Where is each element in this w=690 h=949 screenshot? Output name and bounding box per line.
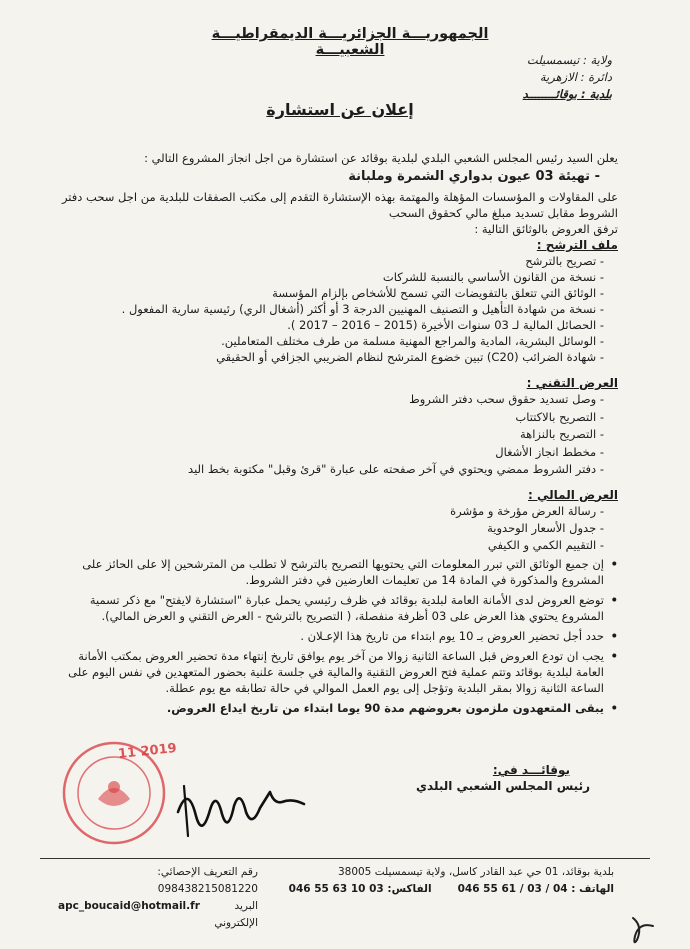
wilaya-line: ولاية : تيسمسيلت <box>526 53 612 67</box>
financial-list <box>58 503 604 554</box>
footer-phone: الهاتف : 04 / 03 / 61 55 046 <box>457 883 614 895</box>
administration-block <box>412 52 612 103</box>
list-item: - التصريح بالاكتتاب <box>58 409 604 427</box>
note-item: • إن جميع الوثائق التي تبرر المعلومات التي يحتويها التصريح بالترشح لا تطلب من المترشحين إلا على الحائز على المشروع والمذكورة في المادة 14 من تعليمات العارضين في دفتر الشروط. <box>58 556 618 588</box>
candidature-heading: ملف الترشح : <box>536 238 618 252</box>
notes-list <box>58 556 618 716</box>
technical-heading: العرض التقني : <box>526 376 618 390</box>
handwritten-mark-icon <box>623 912 663 946</box>
stamp-date: 11 2019 <box>117 740 178 763</box>
list-item: - الوسائل البشرية، المادية والمراجع المهنية مسلمة من طرف مختلف المتعاملين. <box>58 333 604 349</box>
footer-fax: الفاكس: 03 10 63 55 046 <box>288 883 432 895</box>
technical-list <box>58 391 604 479</box>
signature-title: رئيس المجلس الشعبي البلدي <box>416 779 590 793</box>
footer-email-label: البريد الإلكتروني <box>214 900 258 929</box>
note-item: • حدد أجل تحضير العروض بـ 10 يوم ابتداء من تاريخ هذا الإعـلان . <box>58 628 618 644</box>
footer-contact-left <box>58 864 258 932</box>
footer-stat-id: رقم التعريف الإحصائي: 098438215081220 <box>157 866 258 895</box>
document-title: إعلان عن استشارة <box>266 100 414 119</box>
note-item: • توضع العروض لدى الأمانة العامة لبلدية بوقائد في ظرف رئيسي يحمل عبارة "استشارة لايفتح" مع ذكر تسمية المشروع يحتوي هذا العرض على 03 أظرفة منفصلة، ( التصريح بالترشح - العرض التقني و العرض المالي). <box>58 592 618 624</box>
project-name: - تهيئة 03 عيون بدواري الشمرة وملبانة <box>348 169 600 184</box>
attached-docs-line: ترفق العروض بالوثائق التالية : <box>474 222 618 236</box>
list-item: - جدول الأسعار الوحدوية <box>58 520 604 537</box>
note-item: • يجب ان تودع العروض قبل الساعة الثانية زوالا من آخر يوم يوافق تاريخ إنتهاء مدة تحضير العروض بمكتب الأمانة العامة لبلدية بوقائد وتتم عملية فتح العروض التقنية والمالية في جلسة علنية بحضور المتعهدين في نفس اليوم على الساعة الثانية زوالا بمقر البلدية وتؤجل إلى يوم العمل الموالي في حالة تطابقه مع يوم عطلة. <box>58 648 618 696</box>
footer-address: بلدية بوقائد، 01 حي عبد القادر كاسل، ولاية تيسمسيلت 38005 <box>337 866 614 878</box>
note-item: • يبقى المتعهدون ملزمون بعروضهم مدة 90 يوما ابتداء من تاريخ ايداع العروض. <box>58 700 618 716</box>
announcement-body <box>58 150 618 720</box>
list-item: - دفتر الشروط ممضي ويحتوي في آخر صفحته على عبارة "قرئ وقبل" مكتوبة بخط اليد <box>58 461 604 479</box>
invitation-paragraph: على المقاولات و المؤسسات المؤهلة والمهتمة بهذه الإستشارة التقدم إلى مكتب الصفقات للبلدية من اجل سحب دفتر الشروط مقابل تسديد مبلغ مالي كحقوق السحب <box>61 190 618 220</box>
list-item: - التصريح بالنزاهة <box>58 426 604 444</box>
list-item: - رسالة العرض مؤرخة و مؤشرة <box>58 503 604 520</box>
baladia-line: بلدية : بوقائــــــــد <box>522 87 612 101</box>
signature-block <box>390 762 590 794</box>
list-item: - شهادة الضرائب (C20) تبين خضوع المترشح لنظام الضريبي الجزافي أو الحقيقي <box>58 349 604 365</box>
list-item: - وصل تسديد حقوق سحب دفتر الشروط <box>58 391 604 409</box>
signature-place: بوقائـــد في: <box>492 763 570 777</box>
list-item: - الحصائل المالية لـ 03 سنوات الأخيرة (2015 – 2016 – 2017 ). <box>58 317 604 333</box>
list-item: - مخطط انجاز الأشغال <box>58 444 604 462</box>
intro-paragraph: يعلن السيد رئيس المجلس الشعبي البلدي لبلدية بوقائد عن استشارة من اجل انجاز المشروع التالي : <box>144 151 618 165</box>
list-item: - الوثائق التي تتعلق بالتفويضات التي تسمح للأشخاص بإلزام المؤسسة <box>58 285 604 301</box>
list-item: - نسخة من شهادة التأهيل و التصنيف المهنيين الدرجة 3 أو أكثر (أشغال الري) رئيسية سارية المفعول . <box>58 301 604 317</box>
financial-heading: العرض المالي : <box>528 487 618 502</box>
list-item: - التقييم الكمي و الكيفي <box>58 537 604 554</box>
list-item: - نسخة من القانون الأساسي بالنسبة للشركات <box>58 269 604 285</box>
handwritten-signature-icon <box>170 782 330 842</box>
candidature-list <box>58 253 604 365</box>
footer-divider <box>40 858 650 859</box>
daira-line: دائرة : الازهرية <box>539 70 612 84</box>
republic-header: الجمهوريـــة الجزائريـــة الديمقراطيـــة الشعبيـــة <box>211 26 489 58</box>
footer-contact-right <box>284 864 614 898</box>
list-item: - تصريح بالترشح <box>58 253 604 269</box>
footer-email[interactable]: apc_boucaid@hotmail.fr <box>58 900 200 912</box>
